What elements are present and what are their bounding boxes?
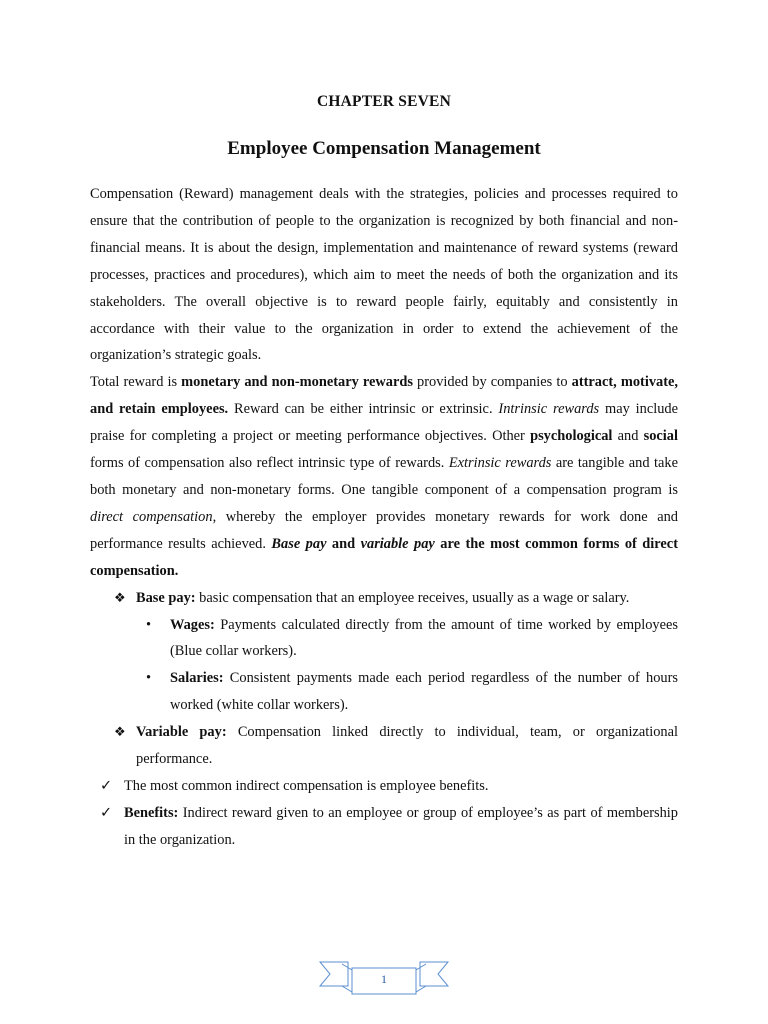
variable-pay-list	[90, 719, 678, 773]
chapter-title: Employee Compensation Management	[227, 138, 541, 159]
text-run: may include praise for completing a project or meeting performance objectives. Other	[90, 401, 678, 445]
paragraph-total-reward	[90, 369, 678, 584]
salaries-text: Consistent payments made each period regardless of the number of hours worked (white collar workers).	[170, 670, 678, 714]
wages-label: Wages:	[170, 616, 215, 633]
base-pay-label: Base pay:	[136, 589, 196, 606]
pay-types-list	[90, 585, 678, 612]
italic-run: direct compensation	[90, 508, 213, 525]
bold-run: social	[643, 428, 678, 445]
chapter-heading: CHAPTER SEVEN	[317, 93, 451, 110]
round-bullet-icon: •	[146, 670, 152, 687]
bold-run: monetary and non-monetary rewards	[181, 374, 413, 391]
bold-italic-run: variable pay	[360, 535, 435, 552]
list-item-indirect	[90, 773, 678, 800]
italic-run: Intrinsic rewards	[498, 401, 600, 418]
italic-run: Extrinsic rewards	[448, 455, 552, 472]
page-number: 1	[381, 972, 387, 986]
text-run: forms of compensation also reflect intrinsic type of rewards.	[90, 455, 449, 472]
list-item-variable-pay	[90, 719, 678, 773]
wages-text: Payments calculated directly from the amount of time worked by employees (Blue collar workers).	[170, 616, 678, 660]
text-run: and	[612, 428, 644, 445]
text-run: provided by companies to	[412, 374, 572, 391]
list-item-base-pay	[90, 585, 678, 612]
variable-pay-label: Variable pay:	[136, 724, 227, 741]
bold-italic-run: Base pay	[271, 535, 327, 552]
bold-run: are the most common forms of direct compensation.	[90, 535, 678, 579]
benefits-label: Benefits:	[124, 804, 179, 821]
diamond-bullet-icon: ❖	[114, 589, 126, 605]
base-pay-text: basic compensation that an employee receives, usually as a wage or salary.	[195, 589, 630, 606]
list-item-wages	[90, 612, 678, 666]
benefits-text: Indirect reward given to an employee or group of employee’s as part of membership in the organization.	[124, 804, 678, 848]
text-run: , whereby the employer provides monetary rewards for work done and performance results achieved.	[90, 508, 678, 552]
diamond-bullet-icon: ❖	[114, 724, 126, 740]
check-mark-icon: ✓	[100, 804, 113, 821]
bold-run: and	[326, 535, 361, 552]
text-run: Reward can be either intrinsic or extrinsic.	[228, 401, 499, 418]
base-pay-sublist	[90, 612, 678, 720]
body-text	[90, 181, 678, 854]
list-item-benefits	[90, 800, 678, 854]
round-bullet-icon: •	[146, 616, 152, 633]
paragraph-definition: Compensation (Reward) management deals with the strategies, policies and processes required to ensure that the contribution of people to the organization is recognized by both financial and non-financial means. It is about the design, implementation and maintenance of reward systems (reward processes, practices and procedures), which aim to meet the needs of both the organization and its stakeholders. The overall objective is to reward people fairly, equitably and consistently in accordance with their value to the organization in order to extend the achievement of the organization’s strategic goals.	[90, 186, 678, 364]
checklist	[90, 773, 678, 854]
indirect-text: The most common indirect compensation is employee benefits.	[124, 777, 489, 794]
text-run: are tangible and take both monetary and non-monetary forms. One tangible component of a compensation program is	[90, 455, 678, 498]
check-mark-icon: ✓	[100, 777, 113, 794]
salaries-label: Salaries:	[170, 670, 224, 687]
text-run: Total reward is	[90, 374, 182, 391]
variable-pay-text: Compensation linked directly to individual, team, or organizational performance.	[136, 724, 678, 768]
list-item-salaries	[90, 665, 678, 719]
bold-run: attract, motivate, and retain employees.	[90, 374, 678, 418]
page-footer	[318, 956, 450, 1000]
bold-run: psychological	[530, 428, 613, 445]
